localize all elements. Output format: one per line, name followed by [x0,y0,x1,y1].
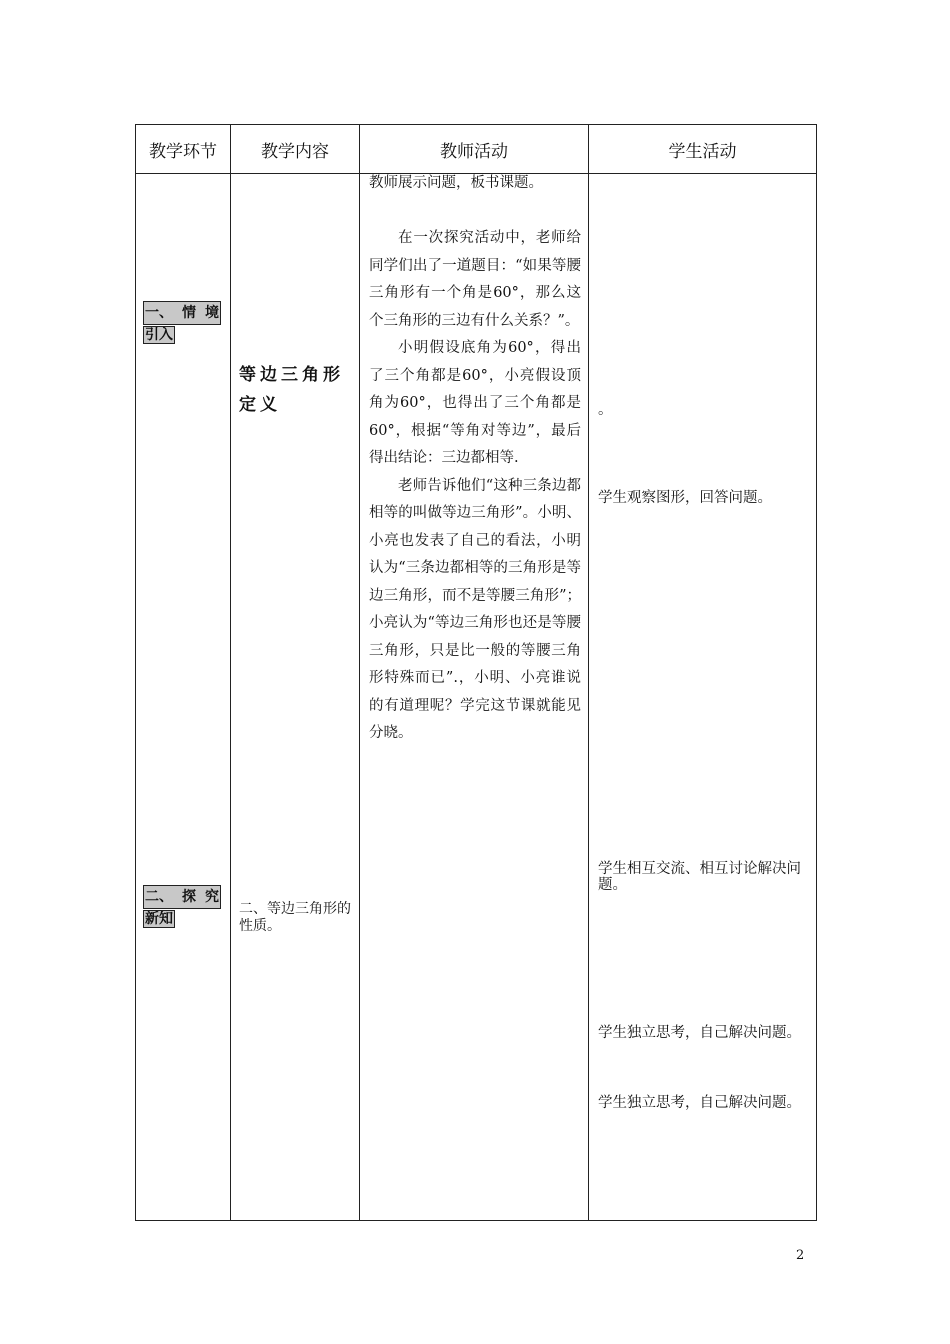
content-heading: 等边三角形定义 [239,365,344,415]
header-student-activity: 学生活动 [589,125,817,174]
stage-label-explore: 二、 探 究 新知 [144,886,220,930]
teacher-paragraph-reasoning: 小明假设底角为60°，得出了三个角都是60°，小亮假设顶角为60°，也得出了三个角都是60°，根据“等角对等边”，最后得出结论：三边都相等. [369,340,581,466]
student-item-2: 学生观察图形，回答问题。 [598,490,772,506]
student-item-5: 学生独立思考，自己解决问题。 [598,1095,801,1111]
lesson-plan-table [135,124,817,1221]
student-activity-cell [589,174,817,1221]
student-item-4: 学生独立思考，自己解决问题。 [598,1025,801,1041]
content-cell [231,174,360,1221]
stage-cell [136,174,231,1221]
table-header-row [136,125,817,174]
content-item-properties: 二、等边三角形的性质。 [239,901,351,934]
teacher-activity-cell [360,174,589,1221]
student-item-3: 学生相互交流、相互讨论解决问题。 [598,861,801,893]
teacher-line-1: 教师展示问题，板书课题。 [369,175,543,191]
teacher-paragraph-question: 在一次探究活动中，老师给同学们出了一道题目：“如果等腰三角形有一个角是60°，那么这个三角形的三边有什么关系？”。 [369,230,581,329]
teacher-activity-text [369,170,581,748]
page-number: 2 [796,1248,805,1263]
table-body-row [136,174,817,1221]
stage-label-intro: 一、 情 境 引入 [144,302,220,346]
header-teacher-activity: 教师活动 [360,125,589,174]
teacher-line-blank [369,198,581,226]
student-item-1: 。 [598,402,613,418]
teacher-paragraph-discussion: 老师告诉他们“这种三条边都相等的叫做等边三角形”。小明、小亮也发表了自己的看法，小明认为“三条边都相等的三角形是等边三角形，而不是等腰三角形”；小亮认为“等边三角形也还是等腰三角形，只是比一般的等腰三角形特殊而已”.，小明、小亮谁说的有道理呢？学完这节课就能见分晓。 [369,477,581,741]
header-content: 教学内容 [231,125,360,174]
header-stage: 教学环节 [136,125,231,174]
